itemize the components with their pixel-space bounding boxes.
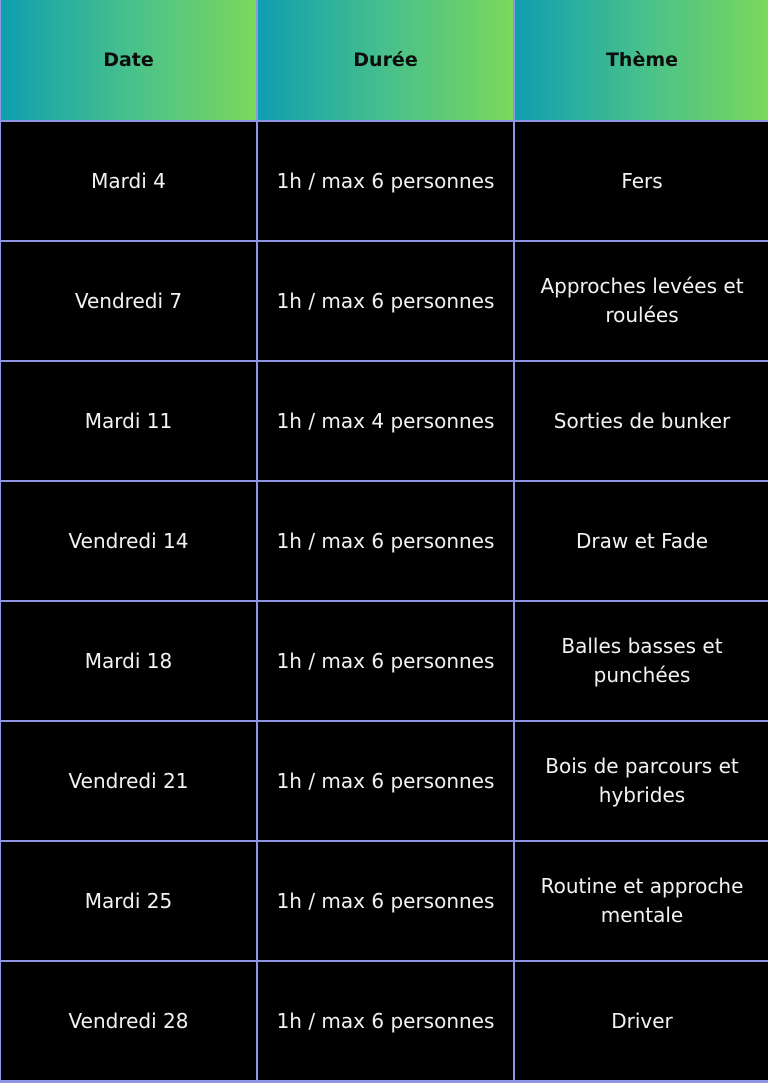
row-6-theme: Bois de parcours et hybrides (515, 722, 768, 840)
row-1-date: Mardi 4 (1, 122, 256, 240)
row-6-duree: 1h / max 6 personnes (258, 722, 513, 840)
row-7-duree: 1h / max 6 personnes (258, 842, 513, 960)
row-2-theme: Approches levées et roulées (515, 242, 768, 360)
row-5-date: Mardi 18 (1, 602, 256, 720)
row-7-date: Mardi 25 (1, 842, 256, 960)
row-4-theme: Draw et Fade (515, 482, 768, 600)
row-6-date: Vendredi 21 (1, 722, 256, 840)
row-7-theme: Routine et approche mentale (515, 842, 768, 960)
row-1-theme: Fers (515, 122, 768, 240)
row-5-duree: 1h / max 6 personnes (258, 602, 513, 720)
row-8-date: Vendredi 28 (1, 962, 256, 1080)
row-8-duree: 1h / max 6 personnes (258, 962, 513, 1080)
row-5-theme: Balles basses et punchées (515, 602, 768, 720)
header-theme: Thème (515, 0, 768, 120)
row-4-date: Vendredi 14 (1, 482, 256, 600)
row-3-theme: Sorties de bunker (515, 362, 768, 480)
row-2-duree: 1h / max 6 personnes (258, 242, 513, 360)
header-date: Date (1, 0, 256, 120)
row-8-theme: Driver (515, 962, 768, 1080)
row-4-duree: 1h / max 6 personnes (258, 482, 513, 600)
row-3-date: Mardi 11 (1, 362, 256, 480)
row-2-date: Vendredi 7 (1, 242, 256, 360)
row-3-duree: 1h / max 4 personnes (258, 362, 513, 480)
row-1-duree: 1h / max 6 personnes (258, 122, 513, 240)
header-duree: Durée (258, 0, 513, 120)
